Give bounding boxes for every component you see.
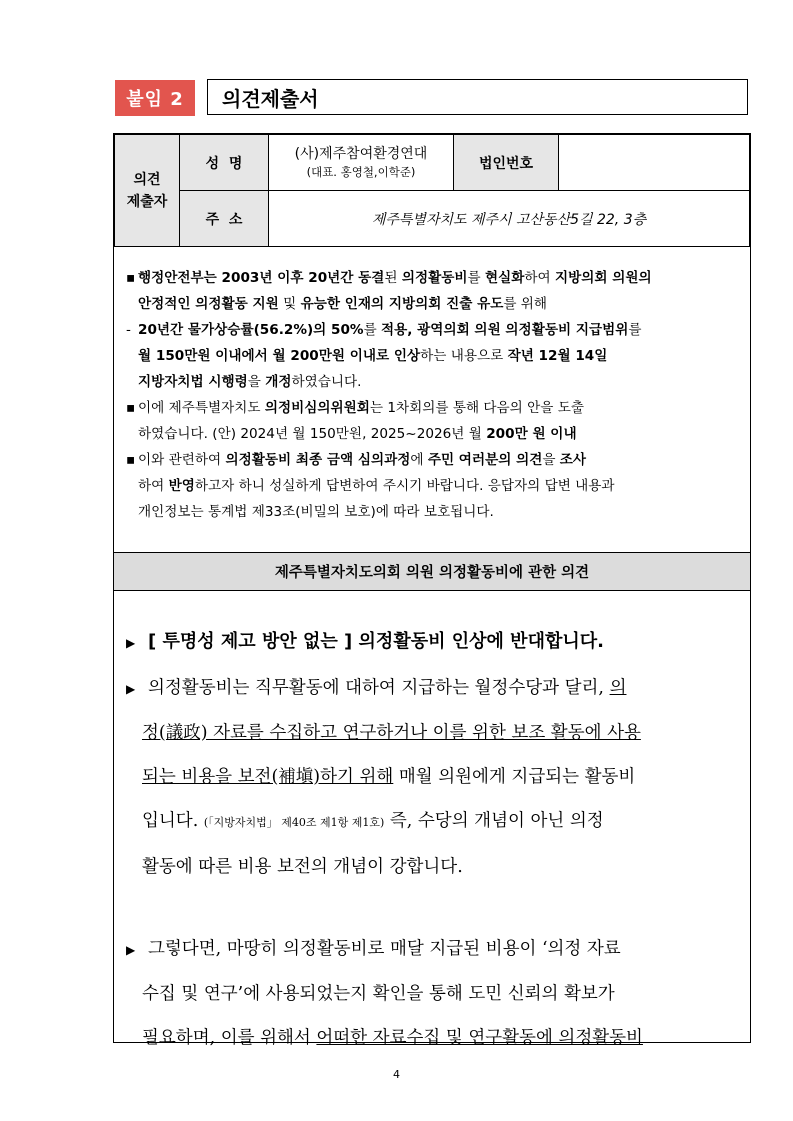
notice-paragraph-4: ▪ 이와 관련하여 의정활동비 최종 금액 심의과정에 주민 여러분의 의견을 조사 하여 반영하고자 하니 성실하게 답변하여 주시기 바랍니다. 응답자의 답변 내용과 개인정보는 통계법 제33조(비밀의 보호)에 따라 보호됩니다. — [126, 452, 615, 520]
form-frame — [113, 133, 751, 1048]
opinion-paragraph-2: ▶ 그렇다면, 마땅히 의정활동비로 매달 지급된 비용이 ‘의정 자료 수집 및 연구’에 사용되었는지 확인을 통해 도민 신뢰의 확보가 필요하며, 이를 위해서 어떠한 자료수집 및 연구활동에 의정활동비 — [126, 927, 742, 1060]
submitter-section-label — [115, 135, 180, 247]
address-value: 제주특별자치도 제주시 고산동산5길 22, 3층 — [269, 191, 750, 247]
triangle-bullet-icon: ▶ — [126, 636, 136, 650]
triangle-bullet-icon: ▶ — [126, 682, 136, 696]
name-label: 성 명 — [180, 135, 269, 191]
opinion-title: ▶ [ 투명성 제고 방안 없는 ] 의정활동비 인상에 반대합니다. — [126, 627, 742, 658]
label-line-1: 의견 — [133, 171, 161, 188]
address-label: 주 소 — [180, 191, 269, 247]
name-value: (사)제주참여환경연대 — [294, 145, 428, 162]
name-sub: (대표. 홍영철,이학준) — [306, 164, 416, 179]
label-line-2: 제출자 — [126, 193, 168, 210]
name-cell — [269, 135, 454, 191]
submitter-table — [114, 134, 750, 247]
opinion-paragraph-1: ▶ 의정활동비는 직무활동에 대하여 지급하는 월정수당과 달리, 의 정(議政) 자료를 수집하고 연구하거나 이를 위한 보조 활동에 사용 되는 비용을 보전(補塡)하기 위해 매월 의원에게 지급되는 활동비 입니다. (「지방자치법」 제40조 제1항 제1호) 즉, 수당의 개념이 아닌 의정 활동에 따른 비용 보전의 개념이 강합니다. — [126, 666, 742, 889]
notice-paragraph-2: - 20년간 물가상승률(56.2%)의 50%를 적용, 광역의회 의원 의정활동비 지급범위를 월 150만원 이내에서 월 200만원 이내로 인상하는 내용으로 작년 12월 14일 지방자치법 시행령을 개정하였습니다. — [126, 322, 642, 390]
page-number: 4 — [393, 1068, 400, 1081]
opinion-body — [114, 591, 750, 1060]
corp-number-label: 법인번호 — [454, 135, 559, 191]
document-title: 의견제출서 — [207, 79, 748, 115]
attachment-badge: 붙임 2 — [115, 80, 195, 116]
notice-paragraph-3: ▪ 이에 제주특별자치도 의정비심의위원회는 1차회의를 통해 다음의 안을 도출 하였습니다. (안) 2024년 월 150만원, 2025~2026년 월 200만 원 이내 — [126, 400, 584, 442]
notice-paragraph-1: ▪ 행정안전부는 2003년 이후 20년간 동결된 의정활동비를 현실화하여 지방의회 의원의 안정적인 의정활동 지원 및 유능한 인재의 지방의회 진출 유도를 위해 — [126, 270, 652, 312]
opinion-section-header: 제주특별자치도의회 의원 의정활동비에 관한 의견 — [114, 553, 750, 591]
triangle-bullet-icon: ▶ — [126, 943, 136, 957]
notice-section — [114, 247, 750, 553]
corp-number-value — [559, 135, 750, 191]
